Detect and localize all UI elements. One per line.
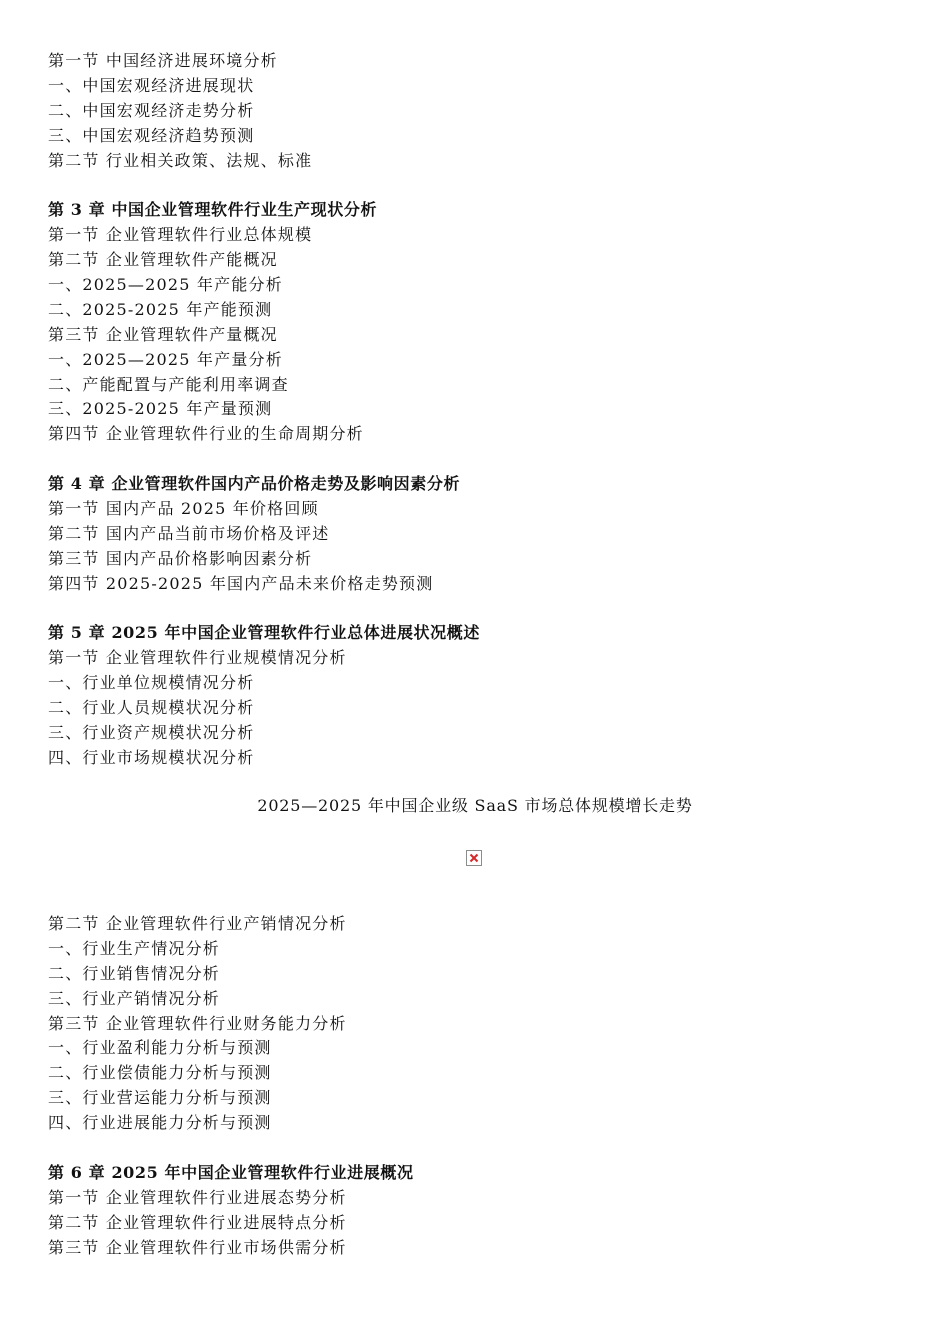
toc-entry: 第三节 企业管理软件产量概况	[48, 324, 278, 344]
toc-entry: 第一节 企业管理软件行业进展态势分析	[48, 1187, 347, 1207]
toc-entry: 一、中国宏观经济进展现状	[48, 75, 255, 95]
spacer	[48, 447, 908, 472]
close-x-icon	[469, 853, 479, 863]
toc-entry: 三、行业资产规模状况分析	[48, 723, 255, 743]
spacer	[48, 597, 908, 622]
toc-entry: 三、2025-2025 年产量预测	[48, 399, 273, 419]
chapter-3-heading: 第 3 章 中国企业管理软件行业生产现状分析	[48, 200, 378, 220]
toc-entry: 第三节 国内产品价格影响因素分析	[48, 548, 313, 568]
toc-entry: 第一节 国内产品 2025 年价格回顾	[48, 499, 319, 519]
toc-entry: 一、行业盈利能力分析与预测	[48, 1038, 272, 1058]
chapter-6-heading: 第 6 章 2025 年中国企业管理软件行业进展概况	[48, 1162, 414, 1182]
toc-entry: 二、行业人员规模状况分析	[48, 698, 255, 718]
toc-entry: 二、2025-2025 年产能预测	[48, 299, 273, 319]
toc-entry: 二、中国宏观经济走势分析	[48, 100, 255, 120]
toc-entry: 第一节 企业管理软件行业总体规模	[48, 225, 313, 245]
toc-entry: 第二节 企业管理软件行业产销情况分析	[48, 914, 347, 933]
toc-entry: 第二节 企业管理软件产能概况	[48, 250, 278, 270]
figure-caption: 2025—2025 年中国企业级 SaaS 市场总体规模增长走势	[257, 796, 693, 815]
toc-entry: 第二节 企业管理软件行业进展特点分析	[48, 1212, 347, 1232]
toc-entry: 一、2025—2025 年产能分析	[48, 275, 283, 295]
toc-entry: 四、行业市场规模状况分析	[48, 747, 255, 767]
toc-entry: 一、行业单位规模情况分析	[48, 673, 255, 693]
spacer	[48, 173, 908, 198]
chapter-5-heading: 第 5 章 2025 年中国企业管理软件行业总体进展状况概述	[48, 623, 480, 643]
toc-entry: 一、行业生产情况分析	[48, 938, 221, 958]
toc-entry: 第四节 2025-2025 年国内产品未来价格走势预测	[48, 573, 434, 593]
toc-entry: 三、中国宏观经济趋势预测	[48, 125, 255, 145]
toc-entry: 第三节 企业管理软件行业财务能力分析	[48, 1013, 347, 1033]
toc-entry: 第一节 中国经济进展环境分析	[48, 51, 278, 70]
toc-entry: 第一节 企业管理软件行业规模情况分析	[48, 648, 347, 668]
toc-entry: 二、产能配置与产能利用率调查	[48, 374, 289, 394]
toc-entry: 三、行业营运能力分析与预测	[48, 1088, 272, 1108]
chapter-4-heading: 第 4 章 企业管理软件国内产品价格走势及影响因素分析	[48, 474, 461, 494]
toc-entry: 二、行业销售情况分析	[48, 963, 221, 983]
toc-entry: 第二节 国内产品当前市场价格及评述	[48, 523, 330, 543]
toc-upper-block	[48, 49, 908, 771]
toc-entry: 四、行业进展能力分析与预测	[48, 1113, 272, 1133]
toc-entry: 二、行业偿债能力分析与预测	[48, 1063, 272, 1083]
toc-entry: 一、2025—2025 年产量分析	[48, 349, 283, 369]
toc-entry: 第四节 企业管理软件行业的生命周期分析	[48, 424, 364, 444]
broken-image-icon	[466, 850, 482, 866]
spacer	[48, 1136, 908, 1161]
toc-entry: 三、行业产销情况分析	[48, 988, 221, 1008]
toc-entry: 第三节 企业管理软件行业市场供需分析	[48, 1237, 347, 1257]
toc-entry: 第二节 行业相关政策、法规、标准	[48, 150, 313, 170]
toc-lower-block	[48, 912, 908, 1260]
